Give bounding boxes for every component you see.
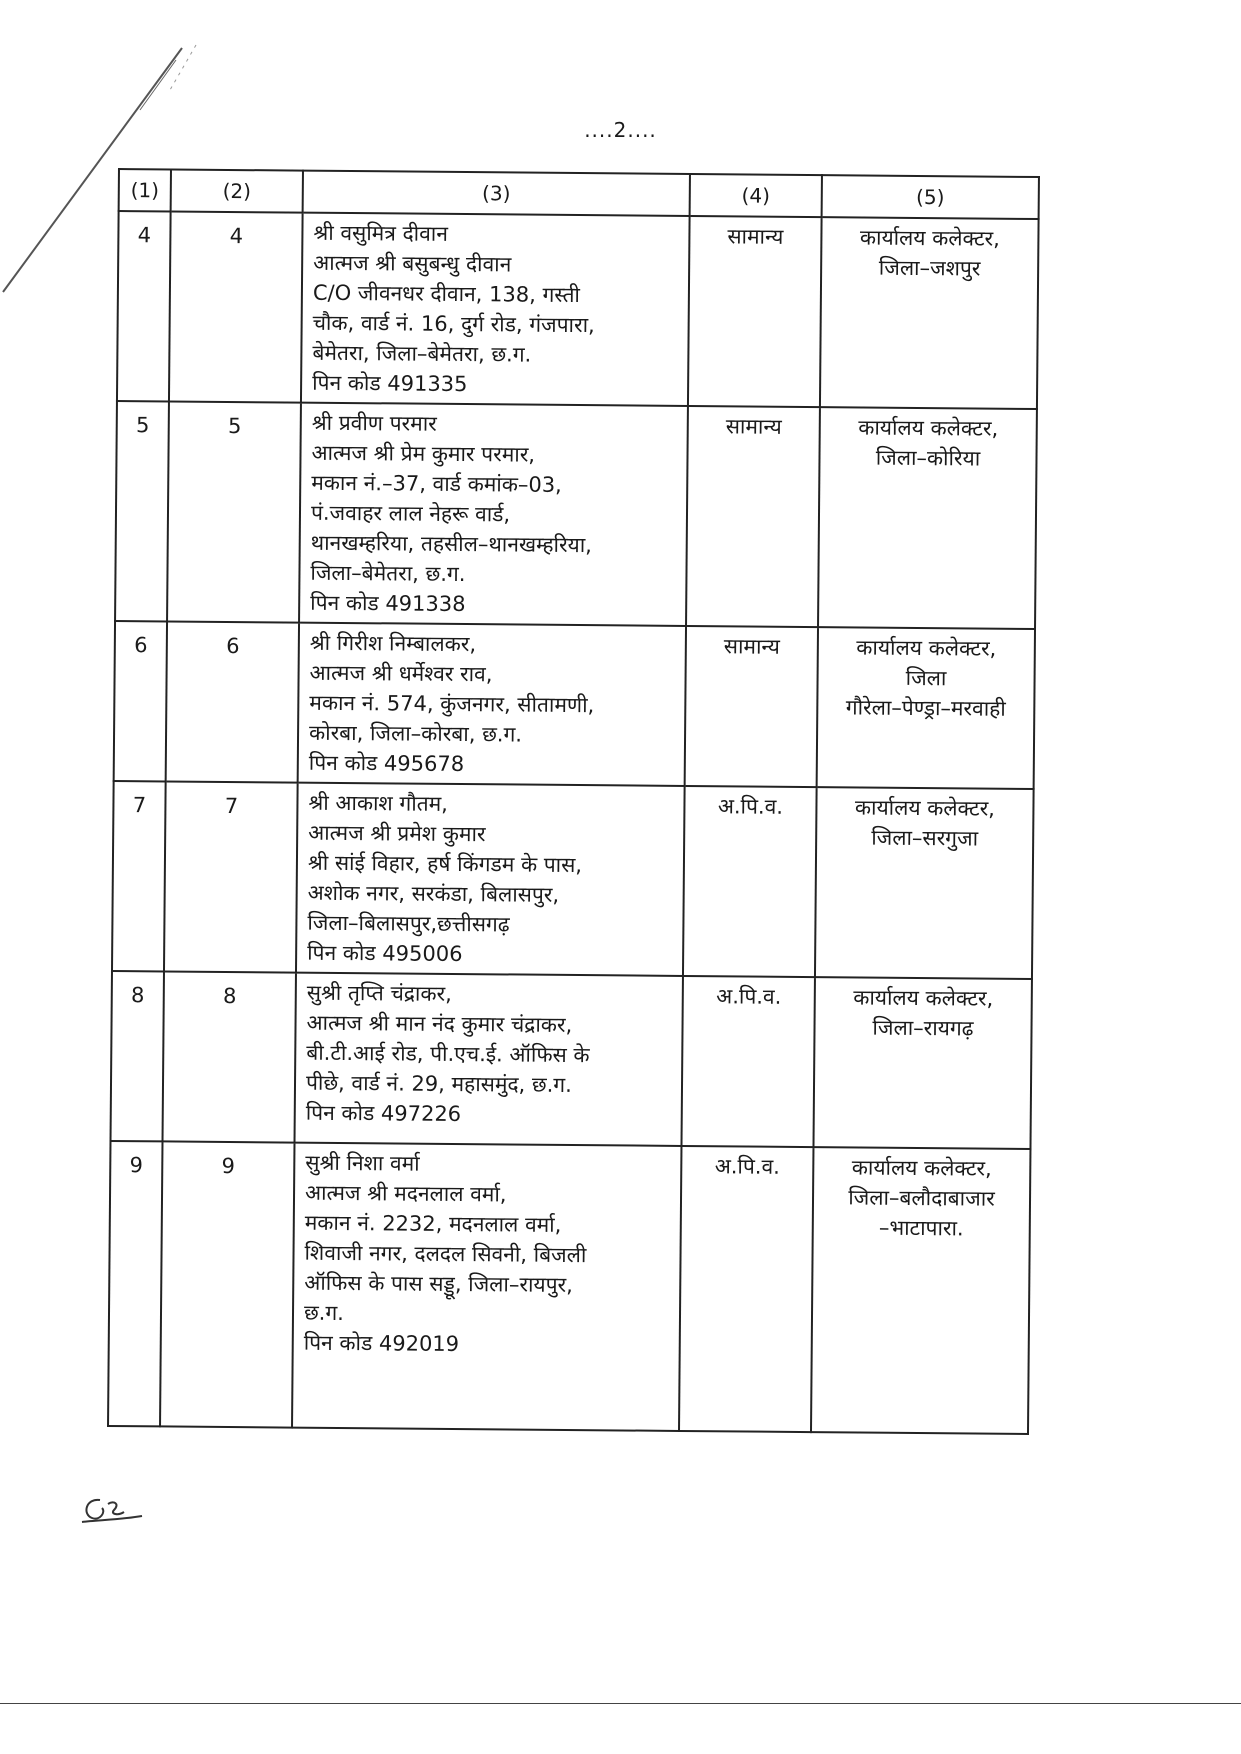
pin-code: पिन कोड 491338 [310,590,466,617]
roll-number: 8 [163,971,296,1142]
address-line: पं.जवाहर लाल नेहरू वार्ड, [310,500,511,527]
office-line: गौरेला–पेण्ड्रा–मरवाही [845,695,1006,721]
page-number: ....2.... [584,118,657,142]
table-row [115,401,1037,629]
candidate-table [107,168,1040,1435]
pin-code: पिन कोड 495006 [307,940,463,967]
address-line: कोरबा, जिला–कोरबा, छ.ग. [308,720,523,747]
candidate-details [298,623,686,786]
candidate-name: श्री वसुमित्र दीवान [313,220,449,246]
address-line: जिला–बेमेतरा, छ.ग. [310,560,466,587]
pin-code: पिन कोड 497226 [305,1100,462,1127]
table-row [112,781,1034,979]
category: सामान्य [688,216,822,407]
address-line: मकान नं. 2232, मदनलाल वर्मा, [304,1210,562,1237]
serial-number: 5 [115,401,169,621]
address-line: थानखम्हरिया, तहसील–थानखम्हरिया, [310,530,593,558]
category: अ.पि.व. [683,786,817,977]
address-line: छ.ग. [303,1300,345,1326]
candidate-name: श्री प्रवीण परमार [311,410,437,436]
parent-name: आत्मज श्री मदनलाल वर्मा, [304,1180,507,1207]
candidate-name: सुश्री निशा वर्मा [305,1150,420,1176]
office-line: जिला–सरगुजा [871,825,979,851]
posting-office [815,787,1034,979]
category: अ.पि.व. [679,1146,813,1432]
roll-number: 7 [164,781,298,972]
office-line: कार्यालय कलेक्टर, [854,795,996,821]
posting-office [818,407,1037,629]
office-line: कार्यालय कलेक्टर, [859,225,1000,251]
column-header-4: (4) [690,174,822,217]
parent-name: आत्मज श्री मान नंद कुमार चंद्राकर, [306,1010,573,1037]
office-line: –भाटापारा. [878,1215,964,1241]
pin-code: पिन कोड 491335 [312,370,468,397]
office-line: कार्यालय कलेक्टर, [853,985,994,1011]
serial-number: 9 [108,1141,162,1426]
address-line: ऑफिस के पास सड्डू, जिला–रायपुर, [304,1270,573,1298]
column-header-1: (1) [119,169,171,211]
office-line: जिला–रायगढ़ [872,1015,974,1041]
office-line: जिला–जशपुर [878,255,981,281]
office-line: जिला–कोरिया [875,445,981,471]
category: सामान्य [686,406,820,627]
posting-office [813,977,1031,1149]
serial-number: 7 [112,781,166,971]
serial-number: 4 [117,211,171,401]
parent-name: आत्मज श्री धर्मेश्वर राव, [309,660,493,687]
handwritten-signature [78,1490,148,1530]
posting-office [820,217,1039,409]
table-row [111,971,1032,1149]
candidate-details [301,213,690,406]
column-header-3: (3) [303,171,690,216]
candidate-details [295,973,683,1146]
address-line: शिवाजी नगर, दलदल सिवनी, बिजली [304,1240,587,1268]
category: सामान्य [685,626,818,787]
parent-name: आत्मज श्री प्रमेश कुमार [308,820,486,847]
serial-number: 6 [114,621,167,781]
office-line: कार्यालय कलेक्टर, [858,415,999,441]
posting-office [811,1147,1030,1434]
table-row [117,211,1039,409]
page-bottom-rule [0,1703,1241,1704]
candidate-details [292,1143,681,1431]
candidate-name: श्री आकाश गौतम, [308,790,449,816]
parent-name: आत्मज श्री बसुबन्धु दीवान [313,250,512,277]
roll-number: 6 [166,621,299,782]
address-line: जिला–बिलासपुर,छत्तीसगढ़ [307,910,510,937]
candidate-details [296,783,685,976]
office-line: कार्यालय कलेक्टर, [856,635,997,661]
address-line: बी.टी.आई रोड, पी.एच.ई. ऑफिस के [306,1040,590,1068]
office-line: कार्यालय कलेक्टर, [851,1155,992,1181]
roll-number: 5 [167,401,301,622]
office-line: जिला–बलौदाबाजार [848,1185,995,1211]
category: अ.पि.व. [681,976,814,1147]
parent-name: आत्मज श्री प्रेम कुमार परमार, [311,440,536,467]
address-line: अशोक नगर, सरकंडा, बिलासपुर, [307,880,560,907]
address-line: C/O जीवनधर दीवान, 138, गस्ती [312,280,581,308]
pin-code: पिन कोड 495678 [308,750,465,777]
candidate-name: श्री गिरीश निम्बालकर, [309,630,477,657]
address-line: पीछे, वार्ड नं. 29, महासमुंद, छ.ग. [305,1070,572,1097]
posting-office [817,627,1035,789]
address-line: मकान नं.–37, वार्ड कमांक–03, [311,470,562,497]
office-line: जिला [905,665,947,691]
table-row [114,621,1035,789]
roll-number: 4 [169,211,303,402]
address-line: मकान नं. 574, कुंजनगर, सीतामणी, [309,690,595,718]
roll-number: 9 [160,1141,294,1427]
column-header-5: (5) [822,175,1039,219]
candidate-name: सुश्री तृप्ति चंद्राकर, [306,980,452,1006]
address-line: बेमेतरा, जिला–बेमेतरा, छ.ग. [312,340,532,367]
serial-number: 8 [111,971,164,1141]
pin-code: पिन कोड 492019 [303,1330,460,1357]
table-row [108,1141,1030,1434]
address-line: श्री सांई विहार, हर्ष किंगडम के पास, [307,850,583,878]
address-line: चौक, वार्ड नं. 16, दुर्ग रोड, गंजपारा, [312,310,595,338]
column-header-2: (2) [171,169,303,212]
candidate-details [299,403,688,626]
